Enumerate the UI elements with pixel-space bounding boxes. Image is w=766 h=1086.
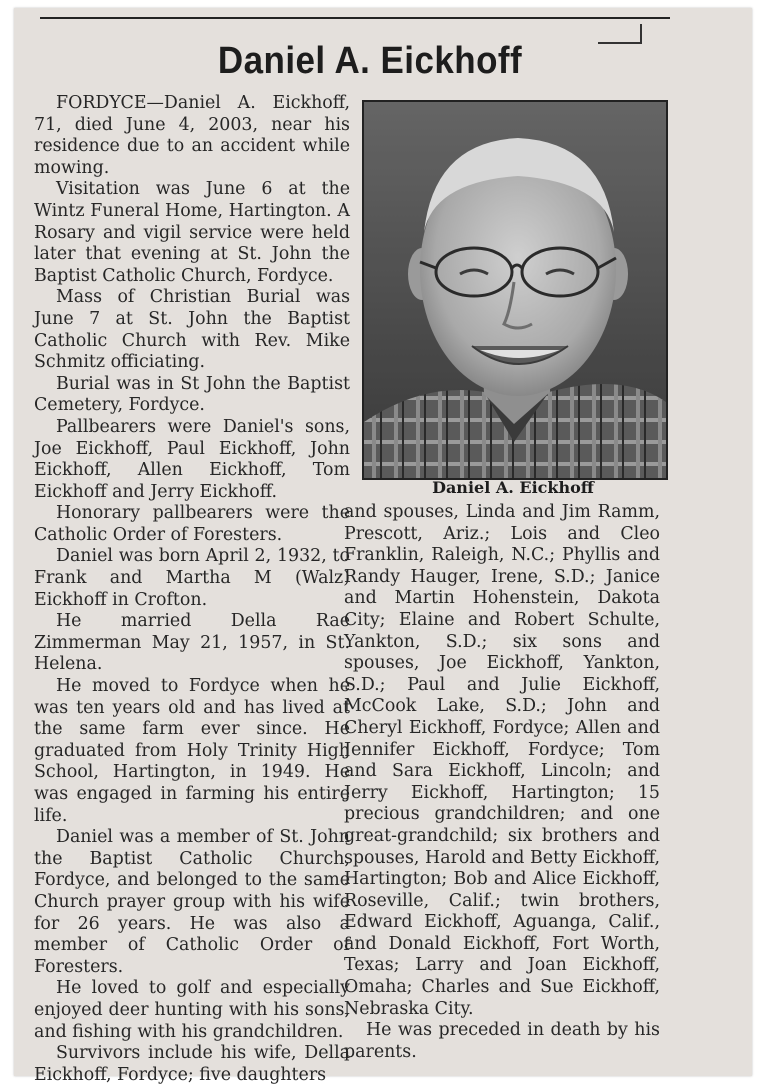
paragraph: He was preceded in death by his parents.: [344, 1020, 660, 1062]
paragraph: Visitation was June 6 at the Wintz Funeral Home, Hartington. A Rosary and vigil service were held later that evening at St. John the Baptist Catholic Church, Fordyce.: [34, 179, 350, 286]
paragraph: Pallbearers were Daniel's sons, Joe Eickhoff, Paul Eickhoff, John Eickhoff, Allen Eickhoff, Tom Eickhoff and Jerry Eickhoff.: [34, 416, 350, 502]
left-text-column: [34, 93, 350, 1086]
paragraph: Mass of Christian Burial was June 7 at St. John the Baptist Catholic Church with Rev. Mike Schmitz officiating.: [34, 287, 350, 373]
paragraph: FORDYCE—Daniel A. Eickhoff, 71, died June 4, 2003, near his residence due to an accident while mowing.: [34, 93, 350, 178]
paragraph: Burial was in St John the Baptist Cemetery, Fordyce.: [34, 373, 350, 416]
paragraph: Honorary pallbearers were the Catholic Order of Foresters.: [34, 503, 350, 545]
paragraph: Daniel was a member of St. John the Baptist Catholic Church, Fordyce, and belonged to the same Church prayer group with his wife for 26 years. He was also a member of Catholic Order of Foresters.: [34, 827, 350, 977]
paragraph: He moved to Fordyce when he was ten years old and has lived at the same farm ever since. He graduated from Holy Trinity High School, Hartington, in 1949. He was engaged in farming his entire life.: [34, 676, 350, 826]
top-rule: [40, 17, 670, 19]
obituary-headline: Daniel A. Eickhoff: [217, 40, 523, 82]
paragraph: Survivors include his wife, Della Eickhoff, Fordyce; five daughters: [34, 1043, 350, 1085]
photo-caption: Daniel A. Eickhoff: [432, 478, 594, 497]
portrait-image: [364, 102, 666, 478]
portrait-photo: [362, 100, 668, 480]
paragraph: Daniel was born April 2, 1932, to Frank and Martha M (Walz) Eickhoff in Crofton.: [34, 546, 350, 610]
paragraph: He loved to golf and especially enjoyed deer hunting with his sons, and fishing with his grandchildren.: [34, 978, 350, 1042]
paragraph: and spouses, Linda and Jim Ramm, Prescott, Ariz.; Lois and Cleo Franklin, Raleigh, N.C.; Phyllis and Randy Hauger, Irene, S.D.; Janice and Martin Hohenstein, Dakota City; Elaine and Robert Schulte, Yankton, S.D.; six sons and spouses, Joe Eickhoff, Yankton, S.D.; Paul and Julie Eickhoff, McCook Lake, S.D.; John and Cheryl Eickhoff, Fordyce; Allen and Jennifer Eickhoff, Fordyce; Tom and Sara Eickhoff, Lincoln; and Jerry Eickhoff, Hartington; 15 precious grandchildren; and one great-grandchild; six brothers and spouses, Harold and Betty Eickhoff, Hartington; Bob and Alice Eickhoff, Roseville, Calif.; twin brothers, Edward Eickhoff, Aguanga, Calif., and Donald Eickhoff, Fort Worth, Texas; Larry and Joan Eickhoff, Omaha; Charles and Sue Eickhoff, Nebraska City.: [344, 502, 660, 1019]
paragraph: He married Della Rae Zimmerman May 21, 1957, in St. Helena.: [34, 611, 350, 675]
right-text-column: [344, 502, 660, 1063]
